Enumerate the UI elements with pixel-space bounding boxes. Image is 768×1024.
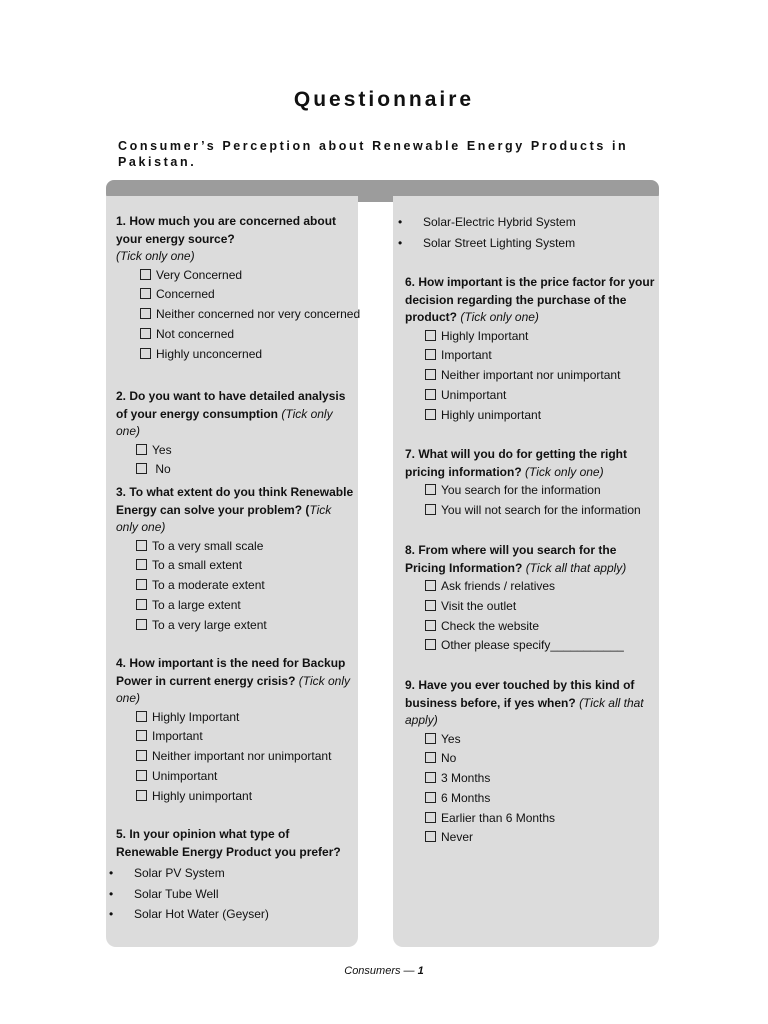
question-2 xyxy=(116,388,354,480)
option[interactable]: To a moderate extent xyxy=(116,576,354,596)
option[interactable]: Other please specify___________ xyxy=(405,636,655,656)
question-text: 7. What will you do for getting the right pricing information? (Tick only one) xyxy=(405,447,627,479)
page-title: Questionnaire xyxy=(293,88,475,111)
option[interactable]: Check the website xyxy=(405,617,655,637)
question-text: 2. Do you want to have detailed analysis of your energy consumption (Tick only one) xyxy=(116,389,346,438)
list-item: • Solar Hot Water (Geyser) xyxy=(106,904,354,925)
checkbox[interactable] xyxy=(136,579,147,590)
option[interactable]: Highly Important xyxy=(116,708,354,728)
checkbox[interactable] xyxy=(425,504,436,515)
checkbox[interactable] xyxy=(136,444,147,455)
checkbox[interactable] xyxy=(425,772,436,783)
checkbox[interactable] xyxy=(136,559,147,570)
bullet-icon: • xyxy=(109,866,114,880)
option[interactable]: Highly unimportant xyxy=(116,787,354,807)
option[interactable]: To a very small scale xyxy=(116,537,354,557)
option[interactable]: No xyxy=(116,460,354,480)
option[interactable]: Earlier than 6 Months xyxy=(405,809,655,829)
checkbox[interactable] xyxy=(140,328,151,339)
option[interactable]: Yes xyxy=(405,730,655,750)
option[interactable]: Unimportant xyxy=(405,386,655,406)
left-column xyxy=(106,196,361,947)
option[interactable]: Visit the outlet xyxy=(405,597,655,617)
checkbox[interactable] xyxy=(425,812,436,823)
checkbox[interactable] xyxy=(425,330,436,341)
checkbox[interactable] xyxy=(140,308,151,319)
question-5-continued xyxy=(395,212,655,253)
option[interactable]: Ask friends / relatives xyxy=(405,577,655,597)
option[interactable]: 6 Months xyxy=(405,789,655,809)
footer-label: Consumers — xyxy=(344,965,415,977)
checkbox[interactable] xyxy=(136,730,147,741)
question-6 xyxy=(405,274,655,425)
bullet-icon: • xyxy=(109,886,114,901)
option[interactable]: Yes xyxy=(116,441,354,461)
bullet-icon: • xyxy=(398,215,403,229)
checkbox[interactable] xyxy=(425,349,436,360)
question-text: 3. To what extent do you think Renewable Energy can solve your problem? (Tick only one) xyxy=(116,485,354,534)
question-8 xyxy=(405,542,655,656)
checkbox[interactable] xyxy=(425,831,436,842)
checkbox[interactable] xyxy=(425,733,436,744)
option[interactable]: Highly unimportant xyxy=(405,406,655,426)
question-5 xyxy=(109,826,354,925)
checkbox[interactable] xyxy=(425,409,436,420)
bullet-icon: • xyxy=(109,907,114,921)
option[interactable]: To a very large extent xyxy=(116,616,354,636)
option[interactable]: You will not search for the information xyxy=(405,501,655,521)
page-number: 1 xyxy=(417,965,424,977)
option[interactable]: No xyxy=(405,749,655,769)
list-item: • Solar Tube Well xyxy=(106,884,354,905)
option[interactable]: Neither important nor unimportant xyxy=(116,747,354,767)
question-hint: (Tick only one) xyxy=(116,249,195,263)
list-item: • Solar PV System xyxy=(106,863,354,884)
option[interactable]: Important xyxy=(405,346,655,366)
option[interactable]: Highly unconcerned xyxy=(116,345,354,365)
question-3 xyxy=(116,484,354,635)
checkbox[interactable] xyxy=(136,619,147,630)
option[interactable]: Unimportant xyxy=(116,767,354,787)
page-footer xyxy=(0,965,768,977)
question-1 xyxy=(116,213,361,364)
checkbox[interactable] xyxy=(136,790,147,801)
list-item: • Solar Street Lighting System xyxy=(395,233,655,254)
checkbox[interactable] xyxy=(425,484,436,495)
option[interactable]: Very Concerned xyxy=(116,266,354,286)
bullet-icon: • xyxy=(398,235,403,250)
question-text: 1. How much you are concerned about your energy source? xyxy=(116,214,337,246)
checkbox[interactable] xyxy=(425,792,436,803)
option[interactable]: Concerned xyxy=(116,285,354,305)
option[interactable]: Neither important nor unimportant xyxy=(405,366,655,386)
question-text: 9. Have you ever touched by this kind of business before, if yes when? (Tick all that apply) xyxy=(405,678,644,727)
checkbox[interactable] xyxy=(136,540,147,551)
checkbox[interactable] xyxy=(136,770,147,781)
checkbox[interactable] xyxy=(140,348,151,359)
checkbox[interactable] xyxy=(425,580,436,591)
question-7 xyxy=(405,446,655,521)
question-text: 5. In your opinion what type of Renewable Energy Product you prefer? xyxy=(116,827,341,859)
checkbox[interactable] xyxy=(140,269,151,280)
option[interactable]: To a small extent xyxy=(116,556,354,576)
question-text: 4. How important is the need for Backup Power in current energy crisis? (Tick only one) xyxy=(116,656,350,705)
checkbox[interactable] xyxy=(425,620,436,631)
option[interactable]: To a large extent xyxy=(116,596,354,616)
list-item: • Solar-Electric Hybrid System xyxy=(395,212,655,233)
checkbox[interactable] xyxy=(140,288,151,299)
checkbox[interactable] xyxy=(425,639,436,650)
question-text: 6. How important is the price factor for your decision regarding the purchase of the product? (Tick only one) xyxy=(405,275,655,324)
question-9 xyxy=(405,677,655,848)
checkbox[interactable] xyxy=(136,750,147,761)
question-4 xyxy=(116,655,354,806)
option[interactable]: Not concerned xyxy=(116,325,354,345)
checkbox[interactable] xyxy=(425,752,436,763)
option[interactable]: Never xyxy=(405,828,655,848)
page-subtitle: Consumer’s Perception about Renewable Energy Products in Pakistan. xyxy=(118,139,629,169)
option[interactable]: Highly Important xyxy=(405,327,655,347)
checkbox[interactable] xyxy=(136,599,147,610)
checkbox[interactable] xyxy=(136,463,147,474)
checkbox[interactable] xyxy=(425,369,436,380)
checkbox[interactable] xyxy=(136,711,147,722)
checkbox[interactable] xyxy=(425,600,436,611)
option[interactable]: Neither concerned nor very concerned xyxy=(116,305,354,325)
option[interactable]: You search for the information xyxy=(405,481,655,501)
checkbox[interactable] xyxy=(425,389,436,400)
option[interactable]: Important xyxy=(116,727,354,747)
option[interactable]: 3 Months xyxy=(405,769,655,789)
question-text: 8. From where will you search for the Pricing Information? (Tick all that apply) xyxy=(405,543,627,575)
right-column xyxy=(393,196,659,947)
